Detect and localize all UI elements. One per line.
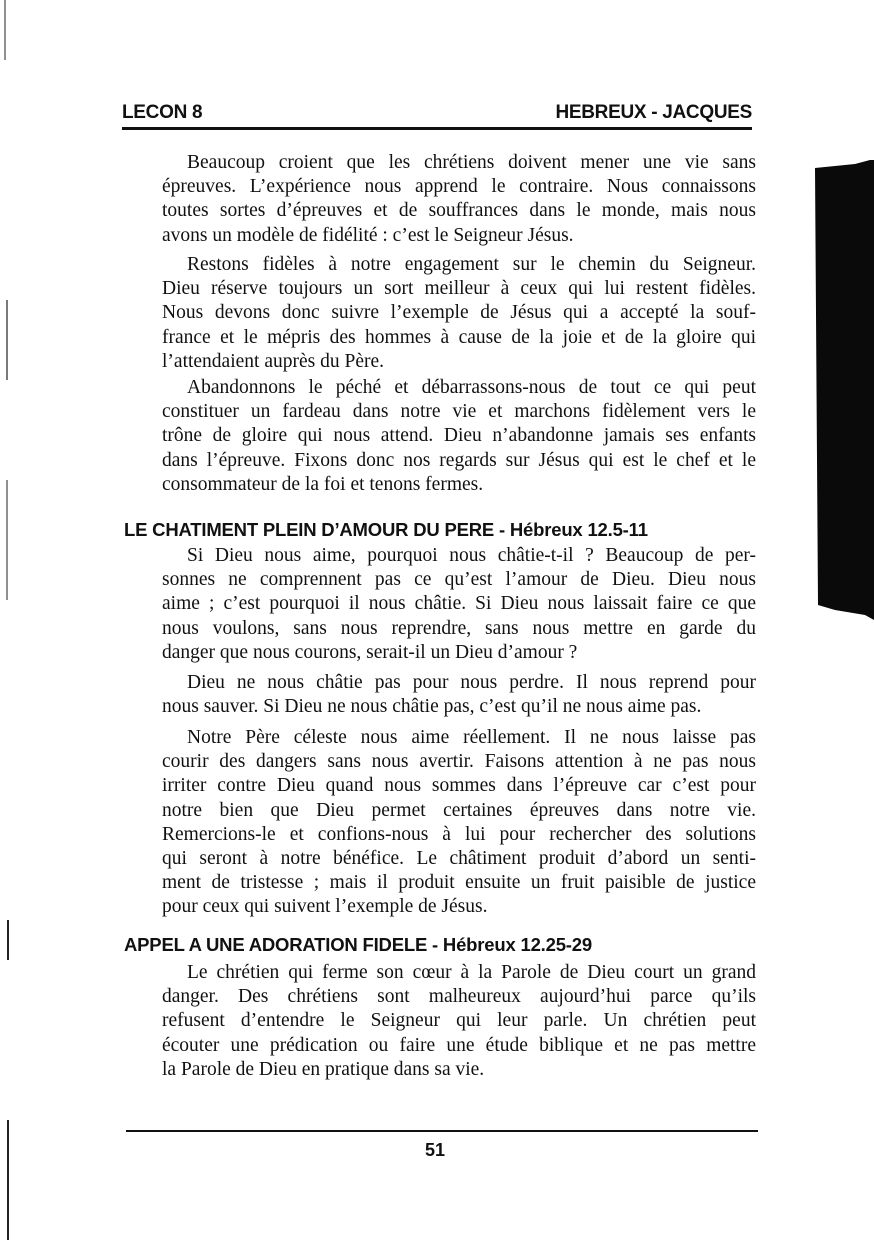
thumb-index-tab [815,160,874,620]
text-line: Restons fidèles à notre engagement sur le chemin du Seigneur. [187,254,756,275]
text-line: avons un modèle de fidélité : c’est le Seigneur Jésus. [162,224,574,246]
paragraph [162,726,756,920]
section-heading: LE CHATIMENT PLEIN D’AMOUR DU PERE - Hébreux 12.5-11 [124,519,648,540]
paragraph [162,671,756,719]
section-heading: APPEL A UNE ADORATION FIDELE - Hébreux 12.25-29 [124,934,592,955]
text-line: trône de gloire qui nous attend. Dieu n’abandonne jamais ses enfants [162,425,756,447]
paragraph [162,253,756,374]
text-line: épreuves. L’expérience nous apprend le contraire. Nous connaissons [162,176,756,198]
text-line: nous sauver. Si Dieu ne nous châtie pas, c’est qu’il ne nous aime pas. [162,696,702,718]
text-line: écouter une prédication ou faire une étude biblique et ne pas mettre [162,1034,756,1056]
text-line: nous voulons, sans nous reprendre, sans nous mettre en garde du [162,617,756,639]
text-line: aime ; c’est pourquoi il nous châtie. Si Dieu nous laissait faire ce que [162,593,756,615]
footer-rule [126,1130,758,1132]
text-line: consommateur de la foi et tenons fermes. [162,473,484,495]
text-line: irriter contre Dieu quand nous sommes dans l’épreuve car c’est pour [162,775,756,797]
text-line: constituer un fardeau dans notre vie et marchons fidèlement vers le [162,401,756,423]
text-line: l’attendaient auprès du Père. [162,350,384,372]
scan-edge-mark [6,300,8,380]
text-line: Remercions-le et confions-nous à lui pour rechercher des solutions [162,823,756,845]
scan-edge-mark [7,1120,9,1240]
paragraph [162,544,756,665]
paragraph [162,376,756,497]
text-line: Beaucoup croient que les chrétiens doivent mener une vie sans [187,152,756,173]
page-number: 51 [424,1140,446,1160]
text-line: france et le mépris des hommes à cause de la joie et de la gloire qui [162,326,756,348]
text-line: pour ceux qui suivent l’exemple de Jésus. [162,896,488,918]
text-line: dans l’épreuve. Fixons donc nos regards sur Jésus qui est le chef et le [162,449,756,471]
text-line: courir des dangers sans nous avertir. Faisons attention à ne pas nous [162,751,756,773]
text-line: ment de tristesse ; mais il produit ensuite un fruit paisible de justice [162,872,756,894]
scan-edge-mark [4,0,6,60]
text-line: Nous devons donc suivre l’exemple de Jésus qui a accepté la souf- [162,302,756,324]
text-line: Le chrétien qui ferme son cœur à la Parole de Dieu court un grand [187,962,756,983]
text-line: notre bien que Dieu permet certaines épreuves dans notre vie. [162,799,756,821]
book-title: HEBREUX - JACQUES [555,102,752,123]
header-rule [122,127,752,130]
scan-edge-mark [7,920,9,960]
text-line: Notre Père céleste nous aime réellement. Il ne nous laisse pas [187,727,756,748]
text-line: la Parole de Dieu en pratique dans sa vie. [162,1058,485,1080]
text-line: Abandonnons le péché et débarrassons-nous de tout ce qui peut [187,377,756,398]
text-line: Dieu ne nous châtie pas pour nous perdre. Il nous reprend pour [187,672,756,693]
text-line: toutes sortes d’épreuves et de souffrances dans le monde, mais nous [162,200,756,222]
text-line: refusent d’entendre le Seigneur qui leur parle. Un chrétien peut [162,1010,756,1032]
text-line: sonnes ne comprennent pas ce qu’est l’amour de Dieu. Dieu nous [162,569,756,591]
paragraph [162,961,756,1082]
text-line: qui seront à notre bénéfice. Le châtiment produit d’abord un senti- [162,848,756,870]
text-line: danger que nous courons, serait-il un Dieu d’amour ? [162,641,578,663]
paragraph [162,151,756,248]
text-line: danger. Des chrétiens sont malheureux aujourd’hui parce qu’ils [162,986,756,1008]
lesson-label: LECON 8 [122,102,203,123]
text-line: Dieu réserve toujours un sort meilleur à ceux qui lui restent fidèles. [162,278,756,300]
scan-edge-mark [6,480,8,600]
text-line: Si Dieu nous aime, pourquoi nous châtie-t-il ? Beaucoup de per- [187,545,756,566]
